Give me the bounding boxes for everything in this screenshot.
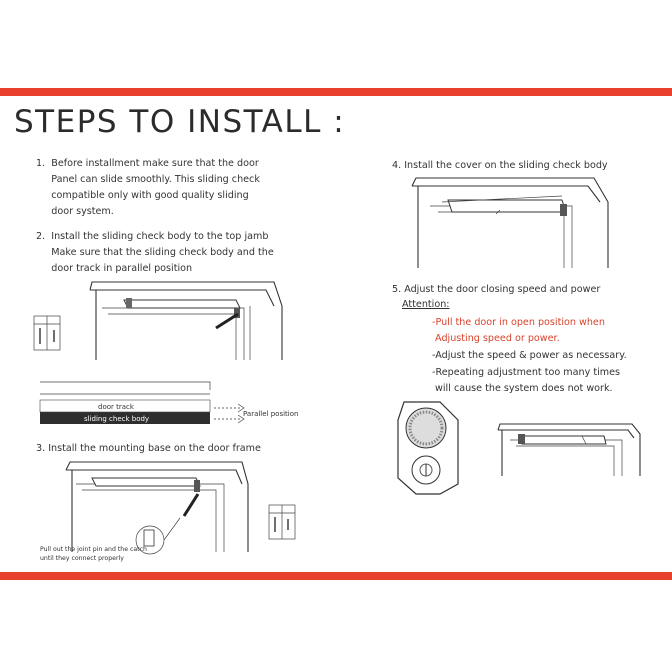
- attention-red-line: -Pull the door in open position when: [432, 317, 605, 328]
- attention-note: -Adjust the speed & power as necessary.: [432, 350, 627, 361]
- screw-spec-card-2: [268, 504, 296, 540]
- step-2-line: 2. Install the sliding check body to the top jamb: [36, 231, 269, 242]
- attention-red-line: Adjusting speed or power.: [432, 333, 560, 344]
- screw-spec-card: [34, 316, 60, 350]
- step-4-text: 4. Install the cover on the sliding check body: [392, 160, 608, 171]
- step-5-diagram: [494, 424, 644, 480]
- step-1-line: compatible only with good quality sliding: [36, 190, 249, 201]
- page-title: STEPS TO INSTALL :: [14, 104, 346, 140]
- step-1-line: Panel can slide smoothly. This sliding check: [36, 174, 260, 185]
- step-3-caption: Pull out the joint pin and the catch: [40, 546, 147, 553]
- attention-note: -Repeating adjustment too many times: [432, 367, 620, 378]
- attention-note: will cause the system does not work.: [432, 383, 613, 394]
- sliding-check-body-label: sliding check body: [84, 415, 150, 423]
- step-2-line: Make sure that the sliding check body and the: [36, 247, 274, 258]
- step-1-line: door system.: [36, 206, 114, 217]
- bottom-accent-bar: [0, 572, 672, 580]
- step-3-text: 3. Install the mounting base on the door frame: [36, 443, 261, 454]
- door-track-label: door track: [98, 403, 134, 411]
- attention-label: Attention:: [402, 299, 450, 310]
- step-3-caption: until they connect properly: [40, 555, 124, 562]
- step-2-line: door track in parallel position: [36, 263, 193, 274]
- step-1-line: 1. Before installment make sure that the door: [36, 158, 259, 169]
- adjustment-dial-diagram: [396, 398, 466, 496]
- top-accent-bar: [0, 88, 672, 96]
- step-5-text: 5. Adjust the door closing speed and power: [392, 284, 601, 295]
- step-4-diagram: [412, 176, 612, 272]
- parallel-position-label: Parallel position: [243, 410, 299, 418]
